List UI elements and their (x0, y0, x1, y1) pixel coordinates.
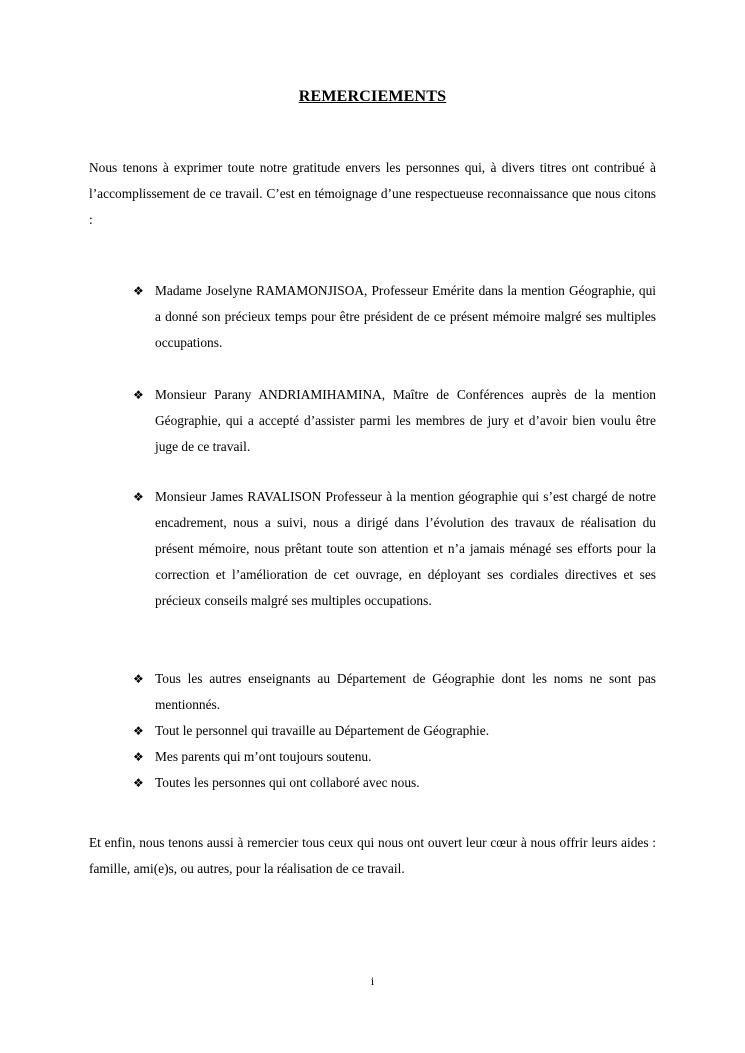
list-item-text: Tous les autres enseignants au Département de Géographie dont les noms ne sont pas mentionnés. (155, 671, 656, 712)
list-item (133, 382, 656, 460)
page-number: i (370, 974, 375, 988)
list-item (133, 770, 656, 796)
diamond-bullet-icon: ❖ (133, 388, 144, 402)
diamond-bullet-icon: ❖ (133, 724, 144, 738)
list-item-text: Monsieur James RAVALISON Professeur à la mention géographie qui s’est chargé de notre encadrement, nous a suivi, nous a dirigé dans l’évolution des travaux de réalisation du présent mémoire, nous prêtant toute son attention et n’a jamais ménagé ses efforts pour la correction et l’amélioration de cet ouvrage, en déployant ses cordiales directives et ses précieux conseils malgré ses multiples occupations. (155, 489, 656, 608)
closing-paragraph: Et enfin, nous tenons aussi à remercier tous ceux qui nous ont ouvert leur cœur à nous offrir leurs aides : famille, ami(e)s, ou autres, pour la réalisation de ce travail. (89, 835, 656, 876)
list-item (133, 484, 656, 614)
diamond-bullet-icon: ❖ (133, 776, 144, 790)
list-item (133, 718, 656, 744)
diamond-bullet-icon: ❖ (133, 750, 144, 764)
list-item (133, 744, 656, 770)
list-item-text: Monsieur Parany ANDRIAMIHAMINA, Maître de Conférences auprès de la mention Géographie, qui a accepté d’assister parmi les membres de jury et d’avoir bien voulu être juge de ce travail. (155, 387, 656, 454)
diamond-bullet-icon: ❖ (133, 672, 144, 686)
list-item-text: Madame Joselyne RAMAMONJISOA, Professeur Emérite dans la mention Géographie, qui a donné son précieux temps pour être président de ce présent mémoire malgré ses multiples occupations. (155, 283, 656, 350)
intro-paragraph: Nous tenons à exprimer toute notre gratitude envers les personnes qui, à divers titres ont contribué à l’accomplissement de ce travail. C’est en témoignage d’une respectueuse reconnaissance que nous citons : (89, 160, 656, 227)
list-item-text: Tout le personnel qui travaille au Département de Géographie. (155, 723, 490, 738)
page-title: REMERCIEMENTS (298, 88, 447, 105)
list-item (133, 278, 656, 356)
list-item-text: Toutes les personnes qui ont collaboré avec nous. (155, 775, 420, 790)
diamond-bullet-icon: ❖ (133, 490, 144, 504)
diamond-bullet-icon: ❖ (133, 284, 144, 298)
list-item-text: Mes parents qui m’ont toujours soutenu. (155, 749, 372, 764)
list-item (133, 666, 656, 718)
